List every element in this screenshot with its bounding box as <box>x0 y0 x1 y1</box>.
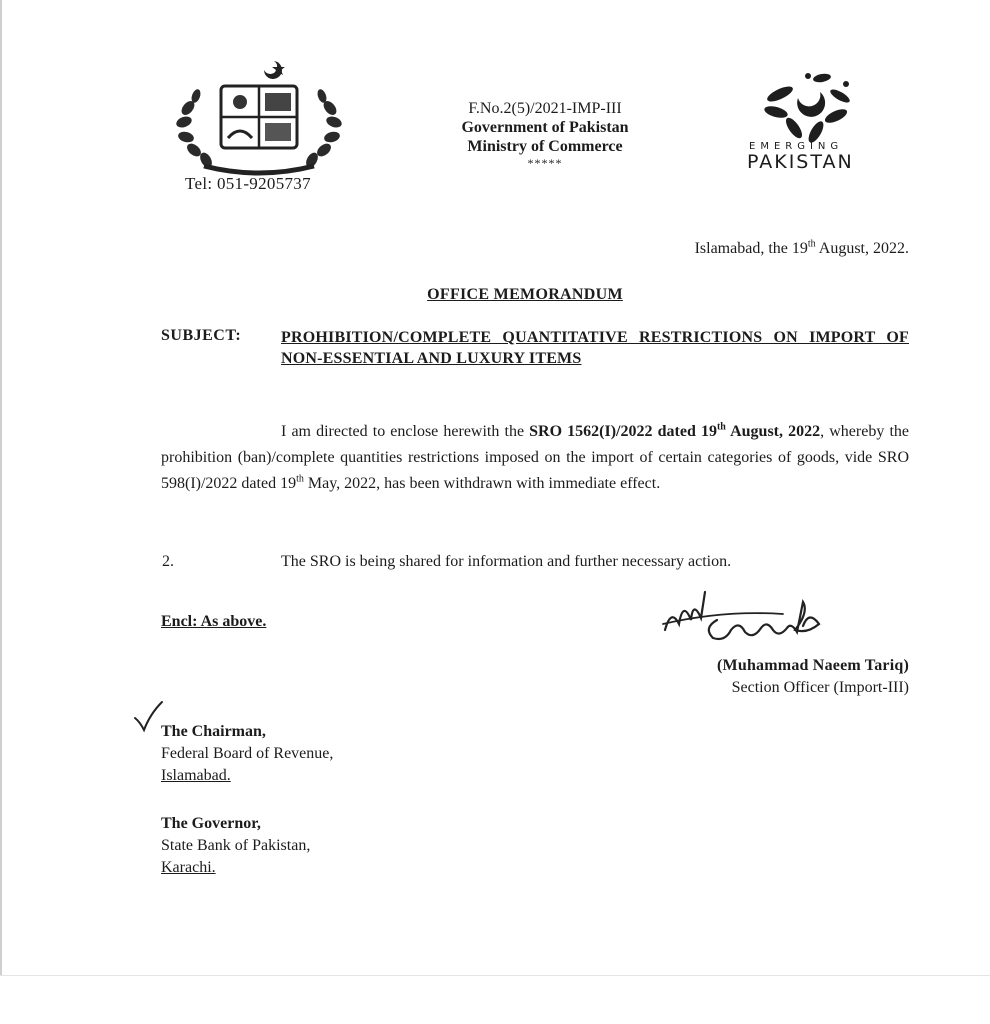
logo-text-pakistan: PAKISTAN <box>747 151 854 173</box>
paragraph-2-number: 2. <box>162 553 174 570</box>
paragraph-2-text: The SRO is being shared for information and further necessary action. <box>281 553 732 570</box>
addressee-title: The Governor, <box>161 815 261 832</box>
telephone-number: Tel: 051-9205737 <box>185 174 311 193</box>
addressee-organization: State Bank of Pakistan, <box>161 837 311 854</box>
addressee-title: The Chairman, <box>161 723 266 740</box>
letterhead <box>400 99 690 170</box>
government-name: Government of Pakistan <box>461 119 629 136</box>
signature-icon <box>655 590 865 660</box>
paragraph-1: I am directed to enclose herewith the SRO 1562(I)/2022 dated 19th August, 2022, whereby the prohibition (ban)/complete quantities restrictions imposed on the import of certain categories of goods, vide SRO 598(I)/2022 dated 19th May, 2022, has been withdrawn with immediate effect. <box>161 421 910 492</box>
memo-title: OFFICE MEMORANDUM <box>427 286 623 303</box>
addressee-governor <box>161 813 310 879</box>
signatory-title: Section Officer (Import-III) <box>731 679 909 696</box>
state-emblem-icon <box>176 58 342 176</box>
file-number: F.No.2(5)/2021-IMP-III <box>468 100 622 117</box>
addressee-chairman <box>161 721 333 787</box>
page-bottom-edge <box>0 975 990 976</box>
emerging-pakistan-logo-icon <box>752 68 862 144</box>
subject-text: PROHIBITION/COMPLETE QUANTITATIVE RESTRICTIONS ON IMPORT OF NON-ESSENTIAL AND LUXURY ITEMS <box>281 329 909 367</box>
subject-label: SUBJECT: <box>161 327 242 344</box>
check-mark-icon <box>132 700 164 734</box>
logo-text-emerging: EMERGING <box>749 141 844 152</box>
addressee-city: Karachi. <box>161 859 216 876</box>
page-left-edge <box>0 0 2 975</box>
date-line: Islamabad, the 19th August, 2022. <box>694 238 909 257</box>
addressee-organization: Federal Board of Revenue, <box>161 745 334 762</box>
addressee-city: Islamabad. <box>161 767 231 784</box>
ministry-name: Ministry of Commerce <box>467 138 623 155</box>
enclosure-note: Encl: As above. <box>161 613 267 630</box>
signatory-name: (Muhammad Naeem Tariq) <box>717 657 909 674</box>
stars-separator: ***** <box>527 156 563 170</box>
